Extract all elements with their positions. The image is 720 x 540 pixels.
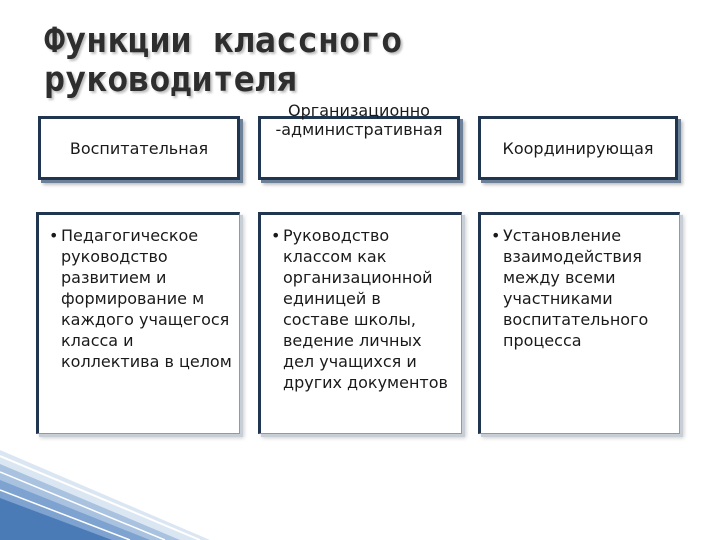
column-header-organizational (258, 101, 460, 180)
column-header-coordinating (478, 116, 678, 180)
list-item (49, 225, 234, 372)
column-header-label: Организационно -административная (275, 101, 443, 139)
column-body-educational (36, 212, 240, 434)
page-title: Функции классного руководителя (44, 21, 403, 100)
list-item-text: Педагогическое руководство развитием и формирование м каждого учащегося класса и коллектива в целом (61, 226, 232, 371)
bullet-icon: • (49, 226, 59, 245)
list-item (491, 225, 673, 351)
column-header-label: Координирующая (502, 138, 654, 158)
column-header-educational (38, 116, 240, 180)
column-body-organizational (258, 212, 462, 434)
bullet-icon: • (491, 226, 501, 245)
column-header-label: Воспитательная (69, 138, 209, 158)
decorative-corner-stripes (0, 450, 210, 540)
list-item (271, 225, 451, 393)
list-item-text: Установление взаимодействия между всеми участниками воспитательного процесса (503, 226, 649, 350)
list-item-text: Руководство классом как организационной единицей в составе школы, ведение личных дел учащихся и других документов (283, 226, 448, 392)
bullet-icon: • (271, 226, 281, 245)
column-body-coordinating (478, 212, 680, 434)
